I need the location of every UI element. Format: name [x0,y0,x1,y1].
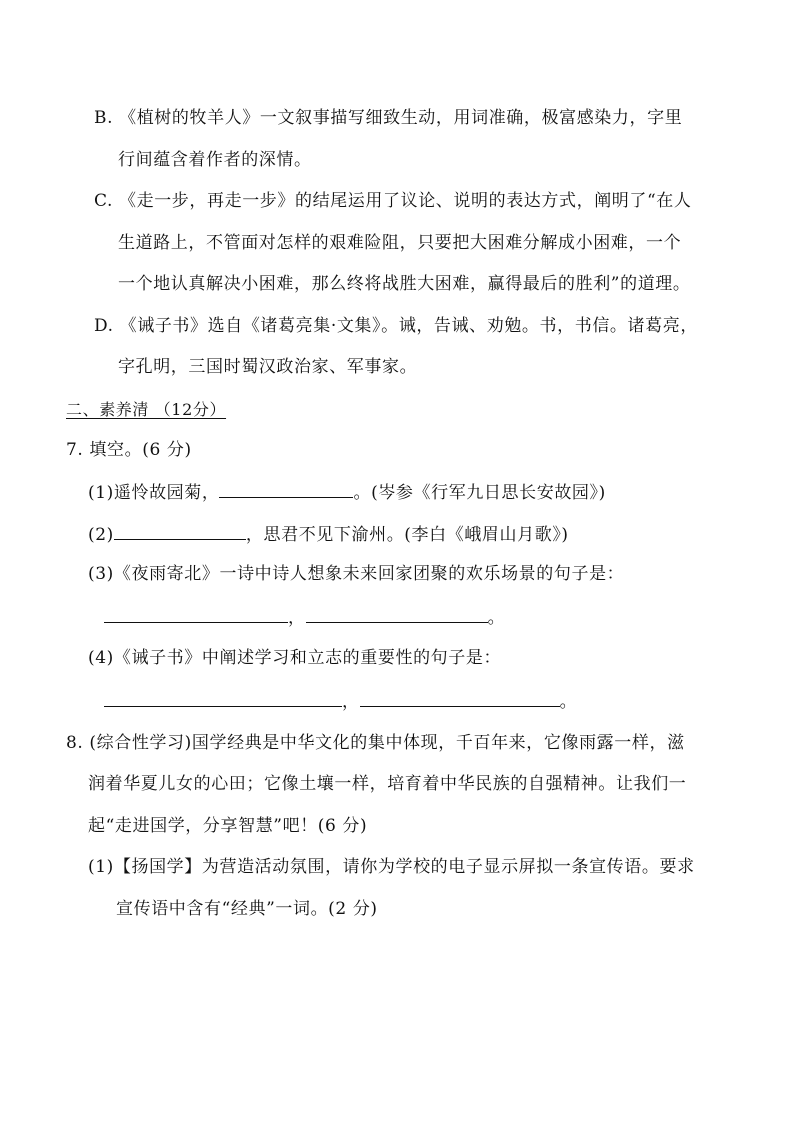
q7-part-3-prompt: (3)《夜雨寄北》一诗中诗人想象未来回家团聚的欢乐场景的句子是： [88,564,625,584]
option-b-line-1: B. 《植树的牧羊人》一文叙事描写细致生动，用词准确，极富感染力，字里 [94,108,683,128]
q7-p4-blank-1[interactable] [104,688,342,707]
q7-p4-end: 。 [559,692,578,712]
q7-part-1 [88,479,606,505]
q7-p1-prefix: (1)遥怜故园菊， [88,483,220,503]
option-c-line-2: 生道路上，不管面对怎样的艰难险阻，只要把大困难分解成小困难，一个 [118,233,682,253]
q7-p2-prefix: (2) [88,525,114,545]
q7-p3-blank-1[interactable] [104,604,288,623]
q8-line-3: 起“走进国学，分享智慧”吧！(6 分) [88,816,368,836]
option-b-line-2: 行间蕴含着作者的深情。 [118,150,312,170]
q7-p1-suffix: 。(岑参《行军九日思长安故园》) [353,483,606,503]
q7-part-3-answer [104,604,505,630]
q8-line-2: 润着华夏儿女的心田；它像土壤一样，培育着中华民族的自强精神。让我们一 [88,774,687,794]
q7-part-2 [88,521,569,547]
q7-part-4-answer [104,688,577,714]
q8-part-1-line-1: (1)【扬国学】为营造活动氛围，请你为学校的电子显示屏拟一条宣传语。要求 [88,857,695,877]
q8-part-1-line-2: 宣传语中含有“经典”一词。(2 分) [116,899,378,919]
q7-p2-suffix: ，思君不见下渝州。(李白《峨眉山月歌》) [245,525,569,545]
option-c-line-3: 一个地认真解决小困难，那么终将战胜大困难，赢得最后的胜利”的道理。 [118,274,691,294]
q7-p4-sep: ， [342,692,360,712]
q8-line-1: 8. (综合性学习)国学经典是中华文化的集中体现，千百年来，它像雨露一样，滋 [66,733,685,753]
option-d-line-1: D. 《诫子书》选自《诸葛亮集·文集》。诫，告诫、劝勉。书，书信。诸葛亮， [94,316,698,336]
option-c-line-1: C. 《走一步，再走一步》的结尾运用了议论、说明的表达方式，阐明了“在人 [94,191,692,211]
q7-p4-blank-2[interactable] [360,688,560,707]
q7-p3-sep: ， [288,608,306,628]
q7-part-4-prompt: (4)《诫子书》中阐述学习和立志的重要性的句子是： [88,648,502,668]
q7-p1-blank[interactable] [219,479,353,498]
q7-p3-blank-2[interactable] [306,604,488,623]
q7-p3-end: 。 [487,608,506,628]
q7-p2-blank[interactable] [114,521,246,540]
q7-stem: 7. 填空。(6 分) [66,440,192,460]
option-d-line-2: 字孔明，三国时蜀汉政治家、军事家。 [118,357,418,377]
section-title: 二、素养清 （12分） [66,400,227,419]
